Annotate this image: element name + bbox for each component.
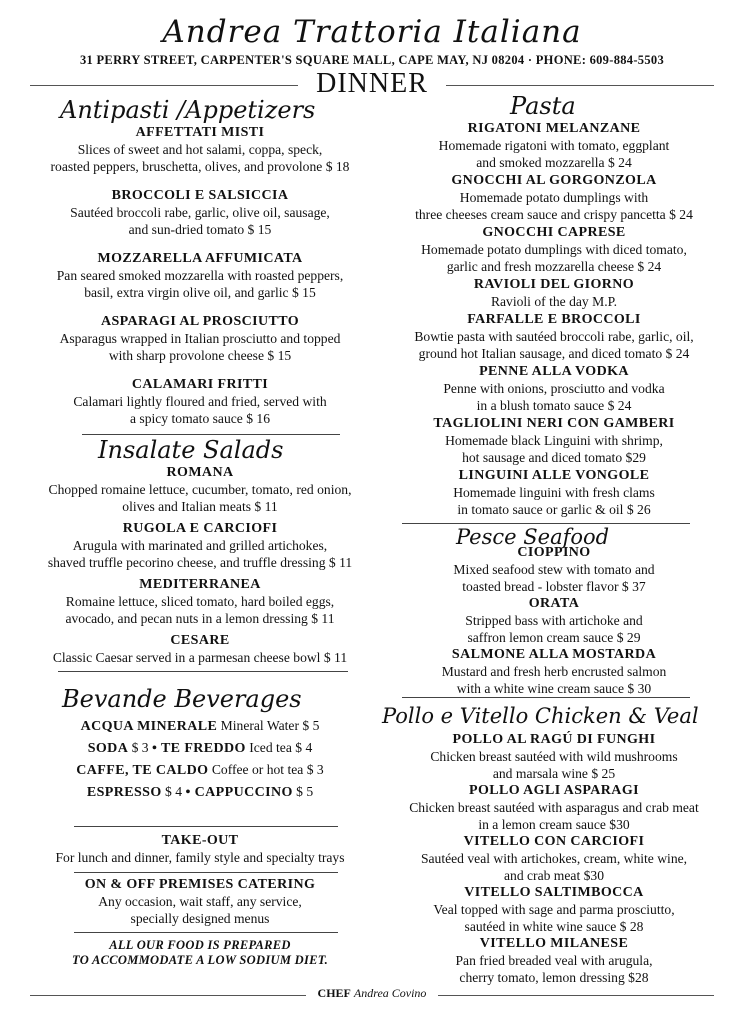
menu-item-name: PENNE ALLA VODKA: [479, 364, 629, 379]
menu-item-description: Sautéed veal with artichokes, cream, white wine,: [420, 851, 688, 866]
beverage-name: SODA: [87, 741, 129, 756]
menu-item: [20, 576, 380, 627]
menu-item-description: Pan fried breaded veal with arugula,: [455, 953, 653, 968]
menu-item: [378, 276, 730, 310]
divider: [438, 995, 714, 996]
menu-item: [378, 935, 730, 986]
menu-item-description: hot sausage and diced tomato $29: [462, 450, 646, 465]
beverage-row: [20, 781, 380, 803]
menu-item-description: Slices of sweet and hot salami, coppa, speck,: [77, 142, 323, 157]
divider: [74, 826, 338, 827]
menu-item-description: shaved truffle pecorino cheese, and truffle dressing $ 11: [47, 555, 353, 570]
menu-item: [20, 313, 380, 364]
restaurant-title: Andrea Trattoria Italiana: [162, 14, 582, 50]
pasta-heading: Pasta: [510, 92, 576, 120]
menu-item-description: Homemade potato dumplings with: [459, 190, 649, 205]
menu-item-name: FARFALLE E BROCCOLI: [467, 312, 641, 327]
pollo-heading: Pollo e Vitello Chicken & Veal: [382, 704, 699, 728]
catering-section: [20, 876, 380, 927]
pollo-section: [378, 701, 730, 986]
beverage-name: CAFFE, TE CALDO: [76, 763, 209, 778]
menu-item-description: Bowtie pasta with sautéed broccoli rabe, garlic, oil,: [414, 329, 694, 344]
menu-item-description: basil, extra virgin olive oil, and garlic $ 15: [84, 285, 316, 300]
menu-item-description: in a blush tomato sauce $ 24: [476, 398, 632, 413]
chef-name: Andrea Covino: [353, 986, 427, 1000]
beverage-row: [20, 737, 380, 759]
menu-item-name: VITELLO SALTIMBOCCA: [464, 885, 644, 900]
beverage-row: [20, 715, 380, 737]
menu-item-name: RUGOLA E CARCIOFI: [122, 521, 278, 536]
takeout-section: [20, 832, 380, 866]
menu-item-name: GNOCCHI CAPRESE: [482, 225, 626, 240]
menu-item-description: Chopped romaine lettuce, cucumber, tomato, red onion,: [48, 482, 352, 497]
menu-item-description: avocado, and pecan nuts in a lemon dressing $ 11: [65, 611, 335, 626]
menu-item-name: CESARE: [170, 633, 230, 648]
menu-item-description: Calamari lightly floured and fried, served with: [73, 394, 327, 409]
menu-item-description: and sun-dried tomato $ 15: [128, 222, 272, 237]
menu-item-description: and marsala wine $ 25: [492, 766, 616, 781]
menu-item-description: garlic and fresh mozzarella cheese $ 24: [446, 259, 662, 274]
menu-item-description: Asparagus wrapped in Italian prosciutto and topped: [59, 331, 341, 346]
menu-item-description: three cheeses cream sauce and crispy pancetta $ 24: [415, 207, 693, 222]
catering-title: ON & OFF PREMISES CATERING: [84, 877, 316, 892]
menu-item-name: CIOPPINO: [517, 545, 591, 560]
note-line: ALL OUR FOOD IS PREPARED: [109, 938, 291, 952]
menu-item-description: Mixed seafood stew with tomato and: [453, 562, 655, 577]
menu-item-description: Homemade potato dumplings with diced tomato,: [421, 242, 687, 257]
menu-item: [378, 224, 730, 275]
menu-item-description: sautéed in white wine sauce $ 28: [464, 919, 644, 934]
beverage-row: [20, 759, 380, 781]
beverage-price: $ 5: [292, 784, 314, 799]
pesce-section: [378, 524, 730, 697]
menu-item: [378, 467, 730, 518]
menu-item-description: Homemade linguini with fresh clams: [453, 485, 655, 500]
menu-item-description: in a lemon cream sauce $30: [478, 817, 630, 832]
divider: [58, 671, 348, 672]
menu-item-name: AFFETTATI MISTI: [135, 125, 265, 140]
menu-item-description: and crab meat $30: [503, 868, 605, 883]
pasta-section: [378, 92, 730, 518]
menu-item-name: VITELLO MILANESE: [479, 936, 629, 951]
menu-item-description: saffron lemon cream sauce $ 29: [467, 630, 641, 645]
menu-item: [378, 782, 730, 833]
menu-item-name: ORATA: [528, 596, 580, 611]
menu-item-name: RIGATONI MELANZANE: [467, 121, 641, 136]
menu-item-description: Pan seared smoked mozzarella with roasted peppers,: [56, 268, 344, 283]
menu-item: [378, 120, 730, 171]
pesce-heading: Pesce Seafood: [456, 525, 610, 549]
footer: [30, 986, 714, 1006]
catering-line: Any occasion, wait staff, any service,: [98, 894, 302, 909]
menu-item-description: and smoked mozzarella $ 24: [476, 155, 632, 170]
menu-item: [378, 884, 730, 935]
menu-item: [20, 464, 380, 515]
menu-item: [378, 646, 730, 697]
menu-item-description: with a white wine cream sauce $ 30: [456, 681, 652, 696]
menu-item-name: TAGLIOLINI NERI CON GAMBERI: [433, 416, 675, 431]
menu-item-description: Homemade rigatoni with tomato, eggplant: [438, 138, 670, 153]
catering-line: specially designed menus: [130, 911, 270, 926]
menu-item-name: POLLO AGLI ASPARAGI: [469, 783, 639, 798]
restaurant-address: 31 PERRY STREET, CARPENTER'S SQUARE MALL, CAPE MAY, NJ 08204 · PHONE: 609-884-5503: [79, 53, 665, 67]
antipasti-heading: Antipasti /Appetizers: [60, 96, 316, 124]
menu-item: [378, 595, 730, 646]
beverage-price: Iced tea $ 4: [245, 740, 313, 755]
menu-item: [378, 415, 730, 466]
menu-item-description: with sharp provolone cheese $ 15: [108, 348, 292, 363]
menu-item-description: Stripped bass with artichoke and: [465, 613, 643, 628]
beverage-name: • TE FREDDO: [152, 741, 246, 756]
sodium-note: [20, 938, 380, 968]
menu-item: [20, 632, 380, 666]
divider: [74, 872, 338, 873]
menu-item-name: RAVIOLI DEL GIORNO: [473, 277, 635, 292]
beverage-price: Coffee or hot tea $ 3: [208, 762, 324, 777]
menu-item-description: Romaine lettuce, sliced tomato, hard boiled eggs,: [65, 594, 335, 609]
menu-item-description: Arugula with marinated and grilled artichokes,: [72, 538, 328, 553]
menu-item: [20, 520, 380, 571]
menu-item-name: ASPARAGI AL PROSCIUTTO: [100, 314, 300, 329]
beverage-name: ESPRESSO: [86, 785, 162, 800]
menu-item: [20, 187, 380, 238]
insalate-heading: Insalate Salads: [98, 436, 284, 464]
chef-label: CHEF: [317, 986, 351, 1000]
menu-item-description: toasted bread - lobster flavor $ 37: [462, 579, 646, 594]
beverage-price: Mineral Water $ 5: [217, 718, 320, 733]
bevande-heading: Bevande Beverages: [62, 685, 302, 713]
menu-item-description: Veal topped with sage and parma prosciutto,: [433, 902, 675, 917]
menu-item: [378, 172, 730, 223]
divider: [82, 434, 340, 435]
menu-item-name: LINGUINI ALLE VONGOLE: [458, 468, 650, 483]
menu-item: [20, 124, 380, 175]
menu-item-name: ROMANA: [166, 465, 234, 480]
menu-item-description: a spicy tomato sauce $ 16: [129, 411, 271, 426]
menu-item: [378, 731, 730, 782]
antipasti-section: [20, 96, 380, 427]
chef-credit: [30, 986, 714, 1001]
menu-item-description: Chicken breast sautéed with asparagus and crab meat: [409, 800, 699, 815]
divider: [74, 932, 338, 933]
menu-item: [378, 311, 730, 362]
menu-item: [20, 376, 380, 427]
dinner-heading: DINNER: [316, 68, 428, 99]
menu-item-description: Chicken breast sautéed with wild mushrooms: [430, 749, 678, 764]
menu-item-name: MOZZARELLA AFFUMICATA: [97, 251, 303, 266]
beverage-name: • CAPPUCCINO: [185, 785, 293, 800]
menu-item: [378, 833, 730, 884]
takeout-title: TAKE-OUT: [161, 833, 239, 848]
beverage-price: $ 4: [161, 784, 186, 799]
menu-item-description: roasted peppers, bruschetta, olives, and provolone $ 18: [50, 159, 350, 174]
menu-item: [378, 363, 730, 414]
menu-item-description: Mustard and fresh herb encrusted salmon: [441, 664, 667, 679]
menu-item-description: Ravioli of the day M.P.: [490, 294, 618, 309]
divider: [446, 85, 714, 86]
menu-item-name: BROCCOLI E SALSICCIA: [111, 188, 289, 203]
menu-item: [378, 544, 730, 595]
menu-item-description: Homemade black Linguini with shrimp,: [445, 433, 663, 448]
menu-item-description: Penne with onions, prosciutto and vodka: [443, 381, 665, 396]
divider: [402, 697, 690, 698]
menu-item-name: SALMONE ALLA MOSTARDA: [451, 647, 657, 662]
note-line: TO ACCOMMODATE A LOW SODIUM DIET.: [71, 953, 329, 967]
menu-item-description: ground hot Italian sausage, and diced tomato $ 24: [418, 346, 690, 361]
menu-item-description: in tomato sauce or garlic & oil $ 26: [457, 502, 651, 517]
beverage-price: $ 3: [128, 740, 152, 755]
insalate-section: [20, 436, 380, 666]
menu-item-description: Sautéed broccoli rabe, garlic, olive oil, sausage,: [70, 205, 330, 220]
bevande-section: [20, 685, 380, 803]
menu-item-name: CALAMARI FRITTI: [131, 377, 269, 392]
takeout-text: For lunch and dinner, family style and specialty trays: [55, 850, 345, 865]
menu-item-description: Classic Caesar served in a parmesan cheese bowl $ 11: [52, 650, 348, 665]
menu-item: [20, 250, 380, 301]
menu-item-name: VITELLO CON CARCIOFI: [463, 834, 645, 849]
menu-item-name: POLLO AL RAGÚ DI FUNGHI: [452, 732, 656, 747]
menu-item-description: cherry tomato, lemon dressing $28: [459, 970, 649, 985]
menu-item-name: MEDITERRANEA: [139, 577, 261, 592]
menu-item-description: olives and Italian meats $ 11: [122, 499, 278, 514]
beverage-name: ACQUA MINERALE: [80, 719, 218, 734]
menu-item-name: GNOCCHI AL GORGONZOLA: [451, 173, 657, 188]
